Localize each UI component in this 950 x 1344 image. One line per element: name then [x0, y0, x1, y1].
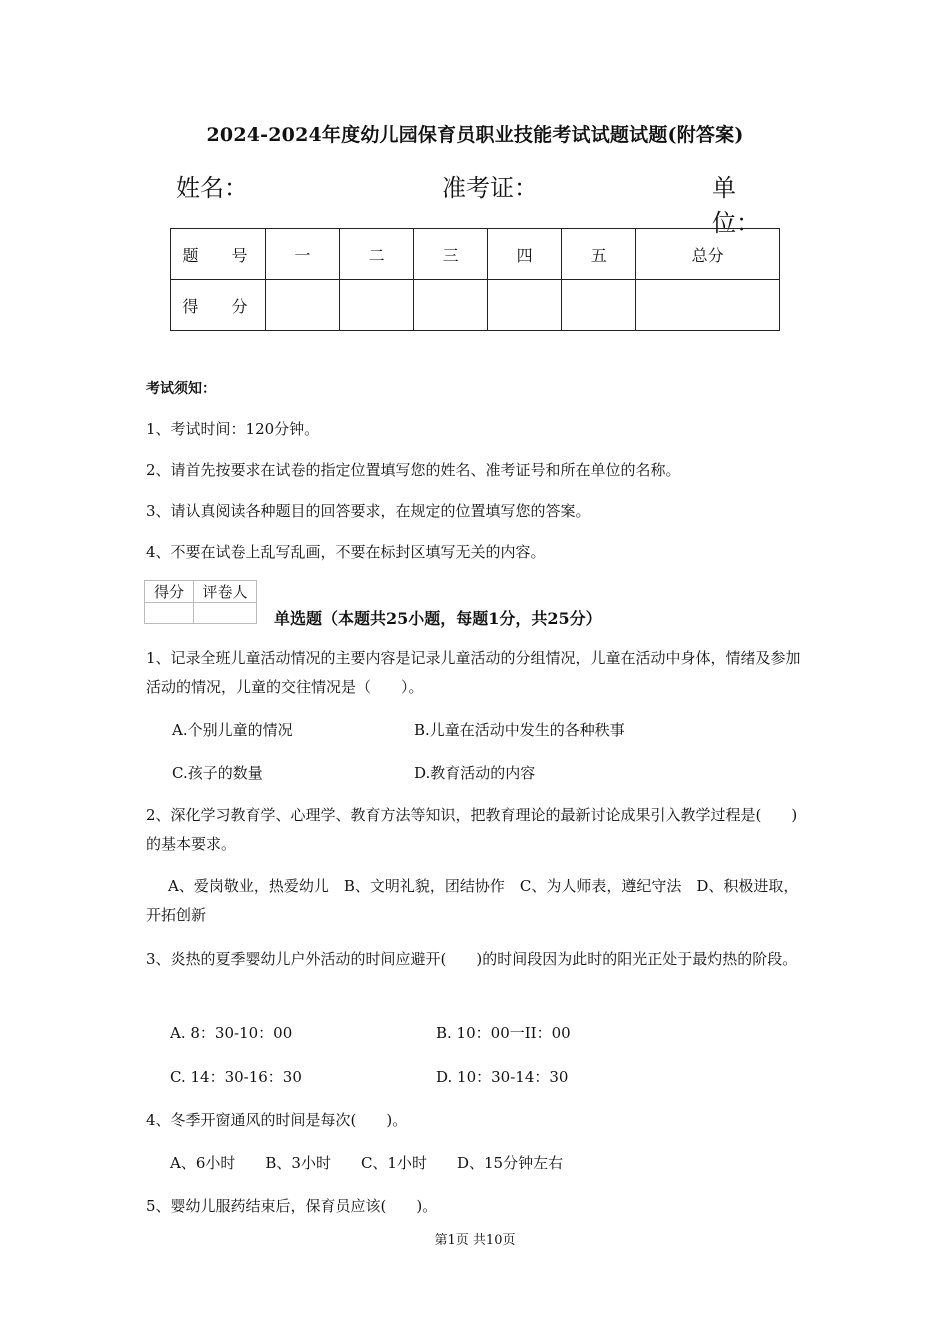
question-4-text: 4、冬季开窗通风的时间是每次( )。 [146, 1111, 408, 1129]
question-1-text: 1、记录全班儿童活动情况的主要内容是记录儿童活动的分组情况，儿童在活动中身体，情绪及参加活动的情况，儿童的交往情况是（ ）。 [146, 649, 801, 696]
column-2: 二 [340, 229, 414, 280]
column-3: 三 [414, 229, 488, 280]
question-1-option-c: C.孩子的数量 [172, 764, 263, 782]
page-footer: 第1页 共10页 [434, 1233, 516, 1248]
question-1-option-d: D.教育活动的内容 [414, 764, 536, 782]
grader-score-label: 得分 [145, 581, 194, 603]
question-1-option-a: A.个别儿童的情况 [172, 721, 293, 739]
column-total: 总分 [636, 229, 780, 280]
question-3-option-d: D. 10：30-14：30 [436, 1068, 569, 1086]
unit-label: 单位： [712, 174, 760, 237]
question-3-option-a: A. 8：30-10：00 [170, 1024, 293, 1042]
question-5-text: 5、婴幼儿服药结束后，保育员应该( )。 [146, 1197, 438, 1215]
grader-box [144, 580, 257, 624]
notice-item-3: 3、请认真阅读各种题目的回答要求，在规定的位置填写您的答案。 [146, 502, 591, 520]
question-3-option-b: B. 10：00一II：00 [436, 1024, 571, 1042]
notice-item-4: 4、不要在试卷上乱写乱画，不要在标封区填写无关的内容。 [146, 543, 546, 561]
score-cell-2 [340, 280, 414, 331]
notice-item-2: 2、请首先按要求在试卷的指定位置填写您的姓名、准考证号和所在单位的名称。 [146, 461, 681, 479]
score-table [170, 228, 780, 331]
score-table-score-row [171, 280, 780, 331]
score-cell-4 [488, 280, 562, 331]
grader-reviewer-cell [194, 603, 257, 624]
score-row-label: 得 分 [171, 280, 266, 331]
column-5: 五 [562, 229, 636, 280]
score-cell-3 [414, 280, 488, 331]
question-1-option-b: B.儿童在活动中发生的各种秩事 [414, 721, 625, 739]
question-number-header: 题 号 [171, 229, 266, 280]
exam-id-label: 准考证： [442, 174, 538, 202]
score-cell-5 [562, 280, 636, 331]
column-4: 四 [488, 229, 562, 280]
question-4-options: A、6小时 B、3小时 C、1小时 D、15分钟左右 [170, 1154, 564, 1172]
score-cell-total [636, 280, 780, 331]
document-title: 2024-2024年度幼儿园保育员职业技能考试试题试题(附答案) [206, 124, 744, 146]
notice-title: 考试须知： [146, 381, 216, 397]
section-title: 单选题（本题共25小题，每题1分，共25分） [274, 609, 602, 628]
question-2-text: 2、深化学习教育学、心理学、教育方法等知识，把教育理论的最新讨论成果引入教学过程是( )的基本要求。 [146, 806, 798, 853]
name-label: 姓名： [176, 174, 248, 202]
question-2-options: A、爱岗敬业，热爱幼儿 B、文明礼貌，团结协作 C、为人师表，遵纪守法 D、积极进取，开拓创新 [146, 877, 799, 924]
grader-reviewer-label: 评卷人 [194, 581, 257, 603]
score-table-header-row [171, 229, 780, 280]
notice-item-1: 1、考试时间：120分钟。 [146, 420, 320, 438]
column-1: 一 [266, 229, 340, 280]
candidate-info-row [176, 168, 780, 237]
question-3-option-c: C. 14：30-16：30 [170, 1068, 302, 1086]
question-3-text: 3、炎热的夏季婴幼儿户外活动的时间应避开( )的时间段因为此时的阳光正处于最灼热的阶段。 [146, 950, 798, 968]
score-cell-1 [266, 280, 340, 331]
grader-score-cell [145, 603, 194, 624]
